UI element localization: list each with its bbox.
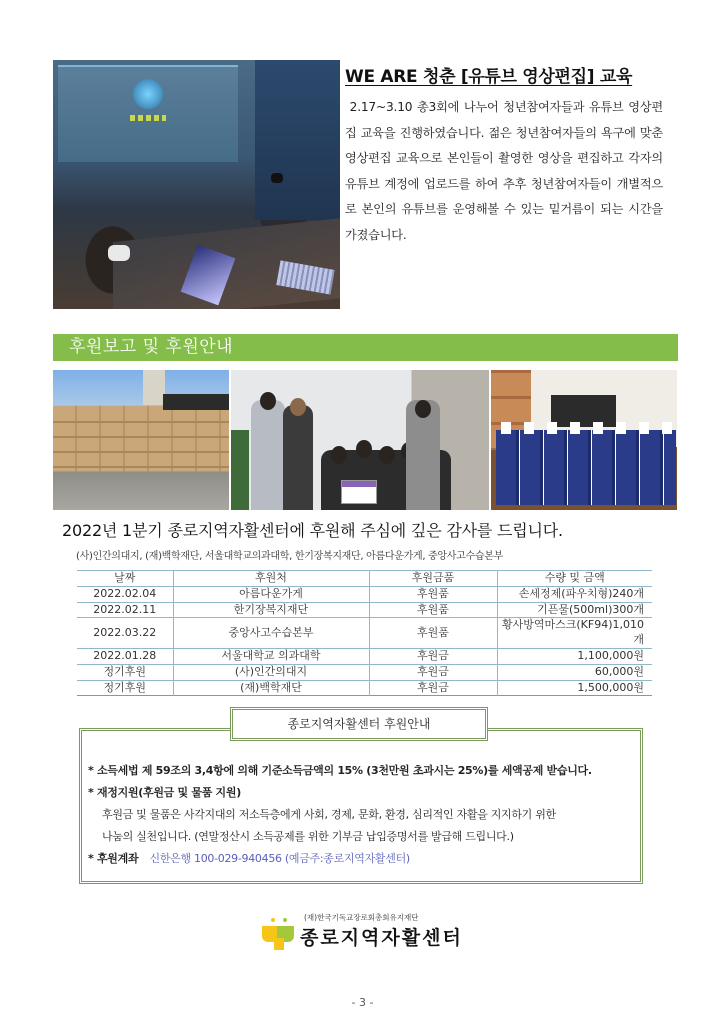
donation-photo-strip: [53, 370, 677, 510]
cell-date: 2022.03.22: [93, 625, 157, 639]
bank-account: 신한은행 100-029-940456 (예금주:종로지역자활센터): [149, 852, 410, 865]
donation-info-title: 종로지역자활센터 후원안내: [230, 707, 488, 741]
cell-type: 후원금: [369, 664, 497, 680]
cell-date: 2022.02.11: [93, 602, 157, 616]
center-logo: [262, 912, 472, 952]
table-row: [77, 664, 652, 680]
cell-type: 후원품: [369, 618, 497, 649]
education-title: WE ARE 청춘 [유튜브 영상편집] 교육: [345, 67, 633, 87]
donation-certificate: [341, 480, 377, 504]
donation-group-photo: [231, 370, 488, 510]
table-row: [77, 680, 652, 696]
header-donor: 후원처: [173, 571, 369, 587]
table-row: [77, 648, 652, 664]
youtube-editing-class-photo: [53, 60, 340, 309]
cell-donor: (사)인간의대지: [173, 664, 369, 680]
cell-amount: 1,500,000원: [497, 680, 652, 696]
cell-date: 정기후원: [103, 680, 146, 694]
donor-list: (사)인간의대지, (재)백학재단, 서울대학교의과대학, 한기장복지재단, 아름다운가게, 중앙사고수습본부: [76, 551, 503, 562]
logo-org-name: (재)한국기독교장로회총회유지재단: [304, 913, 419, 922]
logo-mark-icon: [262, 922, 296, 944]
cell-type: 후원품: [369, 602, 497, 618]
header-amount: 수량 및 금액: [497, 571, 652, 587]
cell-amount: 60,000원: [497, 664, 652, 680]
donation-table: [77, 570, 652, 696]
donated-water-photo: [491, 370, 677, 510]
education-body: 2.17~3.10 총3회에 나누어 청년참여자들과 유튜브 영상편집 교육을 진행하였습니다. 젊은 청년참여자들의 욕구에 맞춘 영상편집 교육으로 본인들이 촬영한 영상을 편집하고 각자의 유튜브 계정에 업로드를 하여 추후 청년참여자들이 개별적으로 본인의 유튜브를 운영해볼 수 있는 밑거름이 되는 시간을 가졌습니다.: [345, 100, 663, 242]
cell-amount: 기픈물(500ml)300개: [497, 602, 652, 618]
cell-amount: 황사방역마스크(KF94)1,010개: [497, 618, 652, 649]
donation-info-body: [88, 760, 638, 870]
support-description-2: 나눔의 실천입니다. (연말정산시 소득공제를 위한 기부금 납입증명서를 발급해 드립니다.): [102, 830, 514, 843]
cell-donor: (재)백학재단: [173, 680, 369, 696]
table-row: [77, 602, 652, 618]
tax-deduction-note: * 소득세법 제 59조의 3,4항에 의해 기준소득금액의 15% (3천만원 초과시는 25%)를 세액공제 받습니다.: [88, 764, 592, 777]
account-label: * 후원계좌: [88, 852, 139, 865]
cell-donor: 서울대학교 의과대학: [173, 648, 369, 664]
section-banner: 후원보고 및 후원안내: [53, 334, 678, 361]
donated-boxes-photo: [53, 370, 229, 510]
cell-date: 2022.02.04: [93, 586, 157, 600]
cell-date: 정기후원: [103, 664, 146, 678]
table-row: [77, 618, 652, 649]
cell-type: 후원품: [369, 586, 497, 602]
thanks-headline: 2022년 1분기 종로지역자활센터에 후원해 주심에 깊은 감사를 드립니다.: [62, 521, 563, 540]
cell-amount: 손세정제(파우치형)240개: [497, 586, 652, 602]
cell-date: 2022.01.28: [93, 648, 157, 662]
table-row: [77, 586, 652, 602]
page-number: - 3 -: [351, 996, 374, 1009]
header-type: 후원금품: [369, 571, 497, 587]
logo-center-name: 종로지역자활센터: [300, 927, 463, 949]
cell-type: 후원금: [369, 680, 497, 696]
header-date: 날짜: [114, 571, 136, 584]
cell-amount: 1,100,000원: [497, 648, 652, 664]
projector-screen: [58, 65, 238, 162]
cell-donor: 아름다운가게: [173, 586, 369, 602]
cell-type: 후원금: [369, 648, 497, 664]
support-description-1: 후원금 및 물품은 사각지대의 저소득층에게 사회, 경제, 문화, 환경, 심리적인 자활을 지지하기 위한: [102, 808, 556, 821]
cell-donor: 중앙사고수습본부: [173, 618, 369, 649]
financial-support-heading: * 재정지원(후원금 및 물품 지원): [88, 786, 241, 799]
cell-donor: 한기장복지재단: [173, 602, 369, 618]
table-header-row: [77, 571, 652, 587]
